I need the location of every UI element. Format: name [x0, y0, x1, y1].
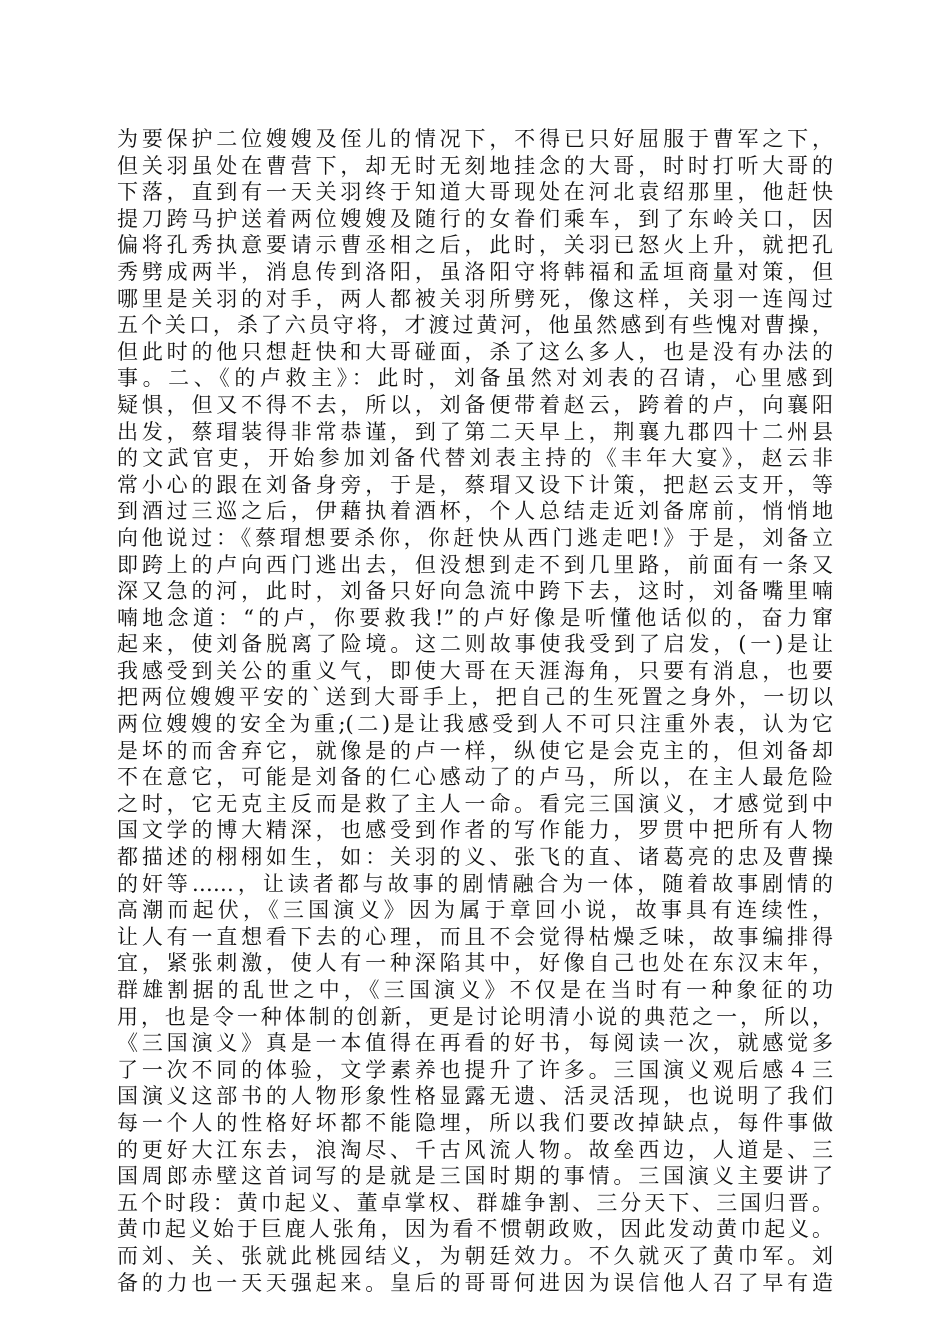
text-line: 用，也是令一种体制的创新，更是讨论明清小说的典范之一，所以， [117, 1004, 833, 1029]
text-line: 的更好大江东去，浪淘尽、千古风流人物。故垒西边，人道是、三 [117, 1137, 833, 1162]
text-line: 秀劈成两半，消息传到洛阳，虽洛阳守将韩福和孟垣商量对策，但 [117, 259, 833, 284]
text-line: 喃地念道：“的卢，你要救我!”的卢好像是听懂他话似的，奋力窜 [117, 605, 833, 630]
text-line: 把两位嫂嫂平安的`送到大哥手上，把自己的生死置之身外，一切以 [117, 685, 833, 710]
text-line: 《三国演义》真是一本值得在再看的好书，每阅读一次，就感觉多 [117, 1031, 833, 1056]
text-line: 到酒过三巡之后，伊藉执着酒杯，个人总结走近刘备席前，悄悄地 [117, 499, 833, 524]
text-line: 但关羽虽处在曹营下，却无时无刻地挂念的大哥，时时打听大哥的 [117, 153, 833, 178]
text-line: 宜，紧张刺激，使人有一种深陷其中，好像自己也处在东汉末年， [117, 951, 833, 976]
text-line: 疑惧，但又不得不去，所以，刘备便带着赵云，跨着的卢，向襄阳 [117, 392, 833, 417]
text-line: 常小心的跟在刘备身旁，于是，蔡瑁又设下计策，把赵云支开，等 [117, 472, 833, 497]
text-line: 让人有一直想看下去的心理，而且不会觉得枯燥乏味，故事编排得 [117, 924, 833, 949]
text-line: 五个关口，杀了六员守将，才渡过黄河，他虽然感到有些愧对曹操， [117, 313, 833, 338]
text-line: 国文学的博大精深，也感受到作者的写作能力，罗贯中把所有人物 [117, 818, 833, 843]
text-line: 深又急的河，此时，刘备只好向急流中跨下去，这时，刘备嘴里喃 [117, 579, 833, 604]
text-line: 的奸等……，让读者都与故事的剧情融合为一体，随着故事剧情的 [117, 871, 833, 896]
text-line: 即跨上的卢向西门逃出去，但没想到走不到几里路，前面有一条又 [117, 552, 833, 577]
text-line: 高潮而起伏，《三国演义》因为属于章回小说，故事具有连续性， [117, 898, 833, 923]
text-line: 起来，使刘备脱离了险境。这二则故事使我受到了启发，(一)是让 [117, 632, 833, 657]
text-line: 之时，它无克主反而是救了主人一命。看完三国演义，才感觉到中 [117, 791, 833, 816]
text-line: 国演义这部书的人物形象性格显露无遗、活灵活现，也说明了我们 [117, 1084, 833, 1109]
body-text [117, 126, 833, 1296]
text-line: 的文武官吏，开始参加刘备代替刘表主持的《丰年大宴》，赵云非 [117, 446, 833, 471]
text-line: 提刀跨马护送着两位嫂嫂及随行的女眷们乘车，到了东岭关口，因 [117, 206, 833, 231]
text-line: 偏将孔秀执意要请示曹丞相之后，此时，关羽已怒火上升，就把孔 [117, 233, 833, 258]
text-line: 但此时的他只想赶快和大哥碰面，杀了这么多人，也是没有办法的 [117, 339, 833, 364]
text-line: 出发，蔡瑁装得非常恭谨，到了第二天早上，荆襄九郡四十二州县 [117, 419, 833, 444]
text-line: 是坏的而舍弃它，就像是的卢一样，纵使它是会克主的，但刘备却 [117, 738, 833, 763]
text-line: 不在意它，可能是刘备的仁心感动了的卢马，所以，在主人最危险 [117, 765, 833, 790]
text-line: 向他说过：《蔡瑁想要杀你，你赶快从西门逃走吧!》于是，刘备立 [117, 525, 833, 550]
text-line: 国周郎赤壁这首词写的是就是三国时期的事情。三国演义主要讲了 [117, 1164, 833, 1189]
text-line: 了一次不同的体验，文学素养也提升了许多。三国演义观后感４三 [117, 1057, 833, 1082]
text-line: 我感受到关公的重义气，即使大哥在天涯海角，只要有消息，也要 [117, 658, 833, 683]
text-line: 备的力也一天天强起来。皇后的哥哥何进因为误信他人召了早有造 [117, 1270, 833, 1295]
text-line: 为要保护二位嫂嫂及侄儿的情况下，不得已只好屈服于曹军之下， [117, 127, 833, 151]
text-line: 事。二、《的卢救主》：此时，刘备虽然对刘表的召请，心里感到 [117, 366, 833, 391]
text-line: 下落，直到有一天关羽终于知道大哥现处在河北袁绍那里，他赶快 [117, 180, 833, 205]
text-line: 每一个人的性格好坏都不能隐埋，所以我们要改掉缺点，每件事做 [117, 1110, 833, 1135]
text-line: 都描述的栩栩如生，如：关羽的义、张飞的直、诸葛亮的忠及曹操 [117, 845, 833, 870]
text-line: 五个时段：黄巾起义、董卓掌权、群雄争割、三分天下、三国归晋。 [117, 1190, 833, 1215]
text-line: 而刘、关、张就此桃园结义，为朝廷效力。不久就灭了黄巾军。刘 [117, 1243, 833, 1268]
text-line: 两位嫂嫂的安全为重;(二)是让我感受到人不可只注重外表，认为它 [117, 712, 833, 737]
text-line: 哪里是关羽的对手，两人都被关羽所劈死，像这样，关羽一连闯过 [117, 286, 833, 311]
text-line: 黄巾起义始于巨鹿人张角，因为看不惯朝政败，因此发动黄巾起义。 [117, 1217, 833, 1242]
text-line: 群雄割据的乱世之中，《三国演义》不仅是在当时有一种象征的功 [117, 978, 833, 1002]
